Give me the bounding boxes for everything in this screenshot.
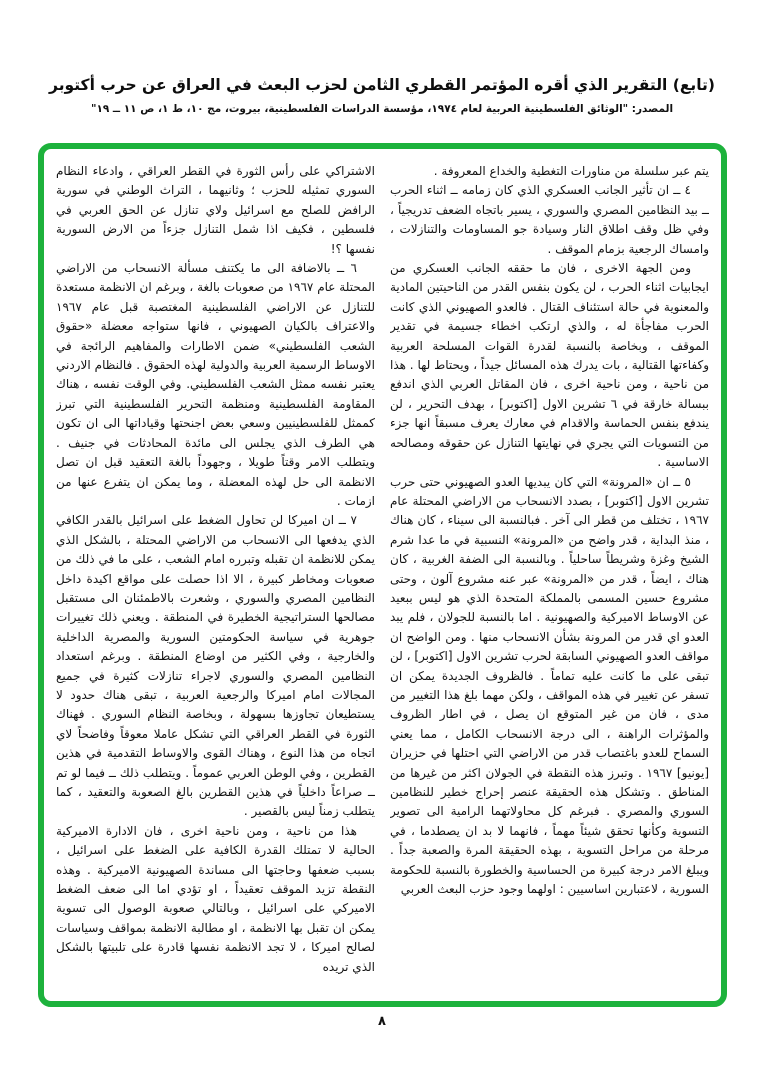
paragraph: الاشتراكي على رأس الثورة في القطر العراقي ، وادعاء النظام السوري تمثيله للحزب ؛ وثانيهما ، التراث الوطني في سورية الرافض للصلح مع اسرائيل ولاي تنازل عن الحق العربي في فلسطين ، فكيف اذا شمل التنازل جزءاً من الارض السورية نفسها ؟! <box>56 164 375 256</box>
page-number: ٨ <box>378 1014 386 1029</box>
source-citation: المصدر: "الوثائق الفلسطينية العربية لعام ١٩٧٤، مؤسسة الدراسات الفلسطينية، بيروت، مج ١٠، ط ١، ص ١١ ــ ١٩" <box>90 103 674 115</box>
paragraph: هذا من ناحية ، ومن ناحية اخرى ، فان الادارة الاميركية الحالية لا تمتلك القدرة الكافية على الضغط على اسرائيل ، بسبب ضعفها وحاجتها الى مساندة الصهيونية الاميركية . وهذه النقطة تزيد الموقف تعقيداً ، او تؤدي اما الى ضعف الضغط الاميركي على اسرائيل ، وبالتالي صعوبة الوصول الى تسوية يمكن ان تقبل بها الانظمة ، او مطالبة الانظمة بمواقف وسياسات لصالح اميركا ، لا تجد الانظمة نفسها قادرة على تلبيتها بالشكل الذي تريده <box>56 823 375 974</box>
paragraph: ٥ ــ ان «المرونة» التي كان يبديها العدو الصهيوني حتى حرب تشرين الاول [اكتوبر] ، بصدد الانسحاب من الاراضي المحتلة عام ١٩٦٧ ، تختلف من قطر الى آخر . فبالنسبة الى سيناء ، كان هناك ، منذ البداية ، قدر واضح من «المرونة» النسبية في ما عدا شرم الشيخ وغزة وشريطاً ساحلياً . وبالنسبة الى الضفة الغربية ، كان هناك ، ايضاً ، قدر من «المرونة» عبر عنه مشروع آلون ، وحتى مشروع حسين المسمى بالمملكة المتحدة الذي هو ليس ببعيد عن الاوساط الاميركية والصهيونية . اما بالنسبة للجولان ، فلم يبد العدو اي قدر من المرونة بشأن الانسحاب منها . ومن الواضح ان مواقف العدو الصهيوني السابقة لحرب تشرين الاول [اكتوبر] ، لن تبقى على ما كانت عليه تماماً . فالظروف الجديدة يمكن ان تسفر عن تغيير في هذه المواقف ، ولكن مهما بلغ هذا التغيير من مدى ، فان من غير المتوقع ان يصل ، في اطار الظروف والمؤثرات الراهنة ، الى درجة الانسحاب الكامل ، مما يعني السماح للعدو باغتصاب قدر من الاراضي التي احتلها في حزيران [يونيو] ١٩٦٧ . وتبرز هذه النقطة في الجولان اكثر من غيرها من المناطق . وتشكل هذه الحقيقة عنصر إحراج خطير للنظامين السوري والمصري . فبرغم كل محاولاتهما الرامية الى تصوير التسوية وكأنها تحقق شيئاً مهماً ، فانهما لا بد ان يصطدما ، في مرحلة من مراحل التسوية ، بهذه الحقيقة المرة والصعبة جداً . ويبلغ الامر درجة كبيرة من الحساسية والخطورة بالنسبة للحكومة السورية ، لاعتبارين اساسيين : اولهما وجود حزب البعث العربي <box>390 474 709 897</box>
paragraph: يتم عبر سلسلة من مناورات التغطية والخداع المعروفة . <box>433 164 709 178</box>
paragraph: ٤ ــ ان تأثير الجانب العسكري الذي كان زمامه ــ اثناء الحرب ــ بيد النظامين المصري والسوري ، يسير باتجاه الضعف تدريجياً ، وفي ظل وقف اطلاق النار وسيادة جو المساومات والتنازلات ، وامساك الرجعية بزمام الموقف . <box>390 183 709 256</box>
paragraph: ٦ ــ بالاضافة الى ما يكتنف مسألة الانسحاب من الاراضي المحتلة عام ١٩٦٧ من صعوبات بالغة ، وبرغم ان الانظمة مستعدة للتنازل عن الاراضي الفلسطينية المغتصبة قبل عام ١٩٦٧ والاعتراف بالكيان الصهيوني ، فانها ستواجه معضلة «حقوق الشعب الفلسطيني» ضمن الاطارات والمفاهيم الرائجة في الاوساط الرسمية العربية والدولية لهذه الحقوق . فالنظام الاردني يعتبر نفسه ممثل الشعب الفلسطيني. وفي الوقت نفسه ، هناك المقاومة الفلسطينية ومنظمة التحرير الفلسطينية التي تبرز كممثل للفلسطينيين وسعي بعض اجنحتها وقياداتها الى ان تكون هي الطرف الذي يجلس الى مائدة المحادثات في جنيف . ويتطلب الامر وقتاً طويلا ، وجهوداً بالغة التعقيد قبل ان تصل الانظمة الى حل لهذه المعضلة ، وما يمكن ان يتفرع عنها من ازمات . <box>56 261 375 508</box>
text-column-left <box>56 162 375 991</box>
paragraph: ٧ ــ ان اميركا لن تحاول الضغط على اسرائيل بالقدر الكافي الذي يدفعها الى الانسحاب من الاراضي المحتلة ، بالشكل الذي يمكن للانظمة ان تقبله وتبرره امام الشعب ، على ما في ذلك من صعوبات ومخاطر كبيرة ، الا اذا حصلت على مواقع اكيدة داخل النظامين المصري والسوري ، وشعرت بالاطمئنان الى مستقبل مصالحها الستراتيجية الخطيرة في المنطقة . ويعني ذلك تغييرات جوهرية في سياسة الحكومتين السورية والمصرية الداخلية والخارجية ، وفي الكثير من اوضاع المنطقة . وبرغم استعداد النظامين المصري والسوري لاجراء تنازلات كثيرة في جميع المجالات امام اميركا والرجعية العربية ، تبقى هناك حدود لا يستطيعان تجاوزها بسهولة ، وبخاصة النظام السوري . فهناك الثورة في القطر العراقي التي تشكل عاملا معوقاً وفاضحاً لاي اتجاه من هذا النوع ، وهناك القوى والاوساط التقدمية في هذين القطرين ، وفي الوطن العربي عموماً . ويتطلب ذلك ــ فيما لو تم ــ صراعاً داخلياً في هذين القطرين بالغ الصعوبة والتعقيد ، كما يتطلب زمناً ليس بالقصير . <box>56 513 375 819</box>
text-column-right <box>390 162 709 991</box>
green-border-frame <box>38 143 727 1007</box>
paragraph: ومن الجهة الاخرى ، فان ما حققه الجانب العسكري من ايجابيات اثناء الحرب ، لن يكون بنفس القدر من الناحيتين المادية والمعنوية في حالة استئناف القتال . فالعدو الصهيوني الذي كانت الحرب مفاجأة له ، والذي ارتكب اخطاء جسيمة في تقدير الموقف ، وبخاصة بالنسبة لقدرة القوات المسلحة العربية وكفاءتها القتالية ، بات يدرك هذه المسائل جيداً ، ويحتاط لها . هذا من ناحية ، ومن ناحية اخرى ، فان المقاتل العربي الذي اندفع ببسالة خارقة في ٦ تشرين الاول [اكتوبر] ، بهدف التحرير ، لن يندفع بنفس الحماسة والاقدام في معارك يعرف مسبقاً انها جزء من التسويات التي يجري في نهايتها التنازل عن حقوقه ومصالحه الاساسية . <box>390 261 709 470</box>
page-title: (تابع) التقرير الذي أقره المؤتمر القطري الثامن لحزب البعث في العراق عن حرب أكتوبر <box>49 76 715 94</box>
